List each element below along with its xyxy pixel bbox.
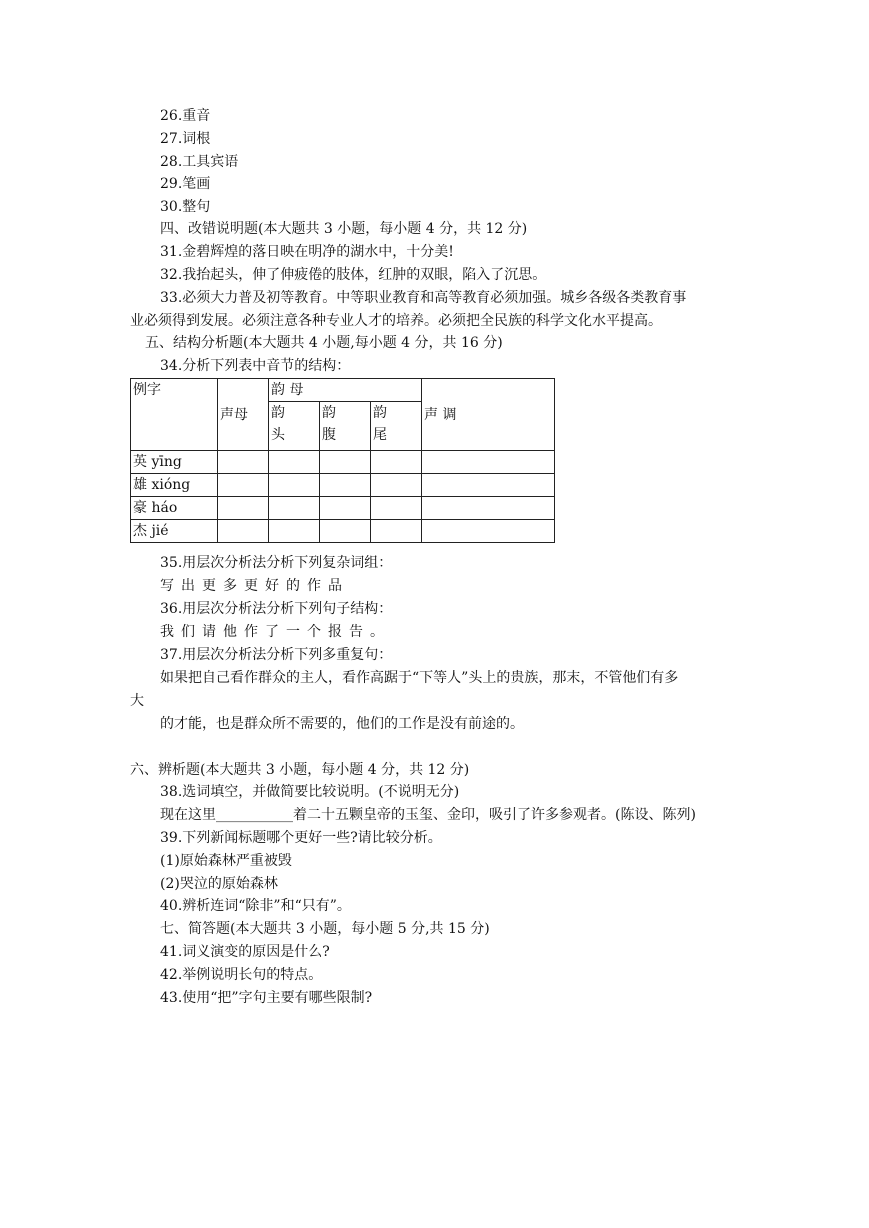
answer-cell <box>218 451 269 474</box>
answer-cell <box>371 497 422 520</box>
answer-cell <box>218 497 269 520</box>
header-initial: 声母 <box>218 379 269 451</box>
answer-cell <box>218 520 269 543</box>
question-37-line3: 的才能，也是群众所不需要的，他们的工作是没有前途的。 <box>160 716 524 732</box>
question-37: 37.用层次分析法分析下列多重复句： <box>160 647 393 663</box>
answer-cell <box>269 520 320 543</box>
term-item: 27.词根 <box>160 131 211 147</box>
answer-cell <box>269 474 320 497</box>
answer-cell <box>218 474 269 497</box>
section-heading-7: 七、简答题(本大题共 3 小题，每小题 5 分,共 15 分) <box>160 921 490 937</box>
question-33-line2: 业必须得到发展。必须注意各种专业人才的培养。必须把全民族的科学文化水平提高。 <box>130 313 662 329</box>
answer-cell <box>269 497 320 520</box>
question-41: 41.词义演变的原因是什么? <box>160 944 330 960</box>
section-heading-5: 五、结构分析题(本大题共 4 小题,每小题 4 分，共 16 分) <box>145 335 503 351</box>
question-36: 36.用层次分析法分析下列句子结构： <box>160 601 393 617</box>
answer-cell <box>422 451 555 474</box>
answer-cell <box>320 520 371 543</box>
header-nucleus: 韵 腹 <box>320 402 371 451</box>
table-row-example: 杰 jié <box>131 520 218 543</box>
section-heading-6: 六、辨析题(本大题共 3 小题，每小题 4 分，共 12 分) <box>130 762 470 778</box>
answer-cell <box>269 451 320 474</box>
answer-cell <box>320 451 371 474</box>
question-31: 31.金碧辉煌的落日映在明净的湖水中，十分美! <box>160 244 454 260</box>
answer-cell <box>422 520 555 543</box>
question-38: 38.选词填空，并做简要比较说明。(不说明无分) <box>160 784 460 800</box>
answer-cell <box>422 474 555 497</box>
question-39: 39.下列新闻标题哪个更好一些?请比较分析。 <box>160 830 442 846</box>
header-coda: 韵 尾 <box>371 402 422 451</box>
question-39-option-1: (1)原始森林严重被毁 <box>160 853 292 869</box>
header-medial: 韵 头 <box>269 402 320 451</box>
answer-cell <box>422 497 555 520</box>
header-example: 例字 <box>131 379 218 451</box>
question-35-text: 写出更多更好的作品 <box>160 578 349 594</box>
answer-cell <box>320 474 371 497</box>
question-38-text: 现在这里___________着二十五颗皇帝的玉玺、金印，吸引了许多参观者。(陈设、陈列) <box>160 807 696 823</box>
answer-cell <box>371 520 422 543</box>
answer-cell <box>371 474 422 497</box>
question-33-line1: 33.必须大力普及初等教育。中等职业教育和高等教育必须加强。城乡各级各类教育事 <box>160 290 687 306</box>
table-row-example: 雄 xióng <box>131 474 218 497</box>
question-32: 32.我抬起头，伸了伸疲倦的肢体，红肿的双眼，陷入了沉思。 <box>160 267 547 283</box>
term-item: 29.笔画 <box>160 176 211 192</box>
question-43: 43.使用“把”字句主要有哪些限制? <box>160 990 373 1006</box>
question-42: 42.举例说明长句的特点。 <box>160 967 323 983</box>
question-37-line2: 大 <box>130 693 144 709</box>
question-40: 40.辨析连词“除非”和“只有”。 <box>160 898 351 914</box>
term-item: 28.工具宾语 <box>160 154 239 170</box>
header-tone: 声 调 <box>422 379 555 451</box>
question-39-option-2: (2)哭泣的原始森林 <box>160 876 278 892</box>
header-final: 韵 母 <box>269 379 422 402</box>
question-35: 35.用层次分析法分析下列复杂词组： <box>160 555 393 571</box>
table-row-example: 英 yīng <box>131 451 218 474</box>
question-36-text: 我们请他作了一个报告。 <box>160 624 391 640</box>
syllable-structure-table <box>130 378 555 543</box>
section-heading-4: 四、改错说明题(本大题共 3 小题，每小题 4 分，共 12 分) <box>160 221 528 237</box>
answer-cell <box>371 451 422 474</box>
term-item: 26.重音 <box>160 108 211 124</box>
question-37-line1: 如果把自己看作群众的主人，看作高踞于“下等人”头上的贵族，那末，不管他们有多 <box>160 670 679 686</box>
table-row-example: 豪 háo <box>131 497 218 520</box>
question-34: 34.分析下列表中音节的结构： <box>160 358 351 374</box>
term-item: 30.整句 <box>160 199 211 215</box>
answer-cell <box>320 497 371 520</box>
